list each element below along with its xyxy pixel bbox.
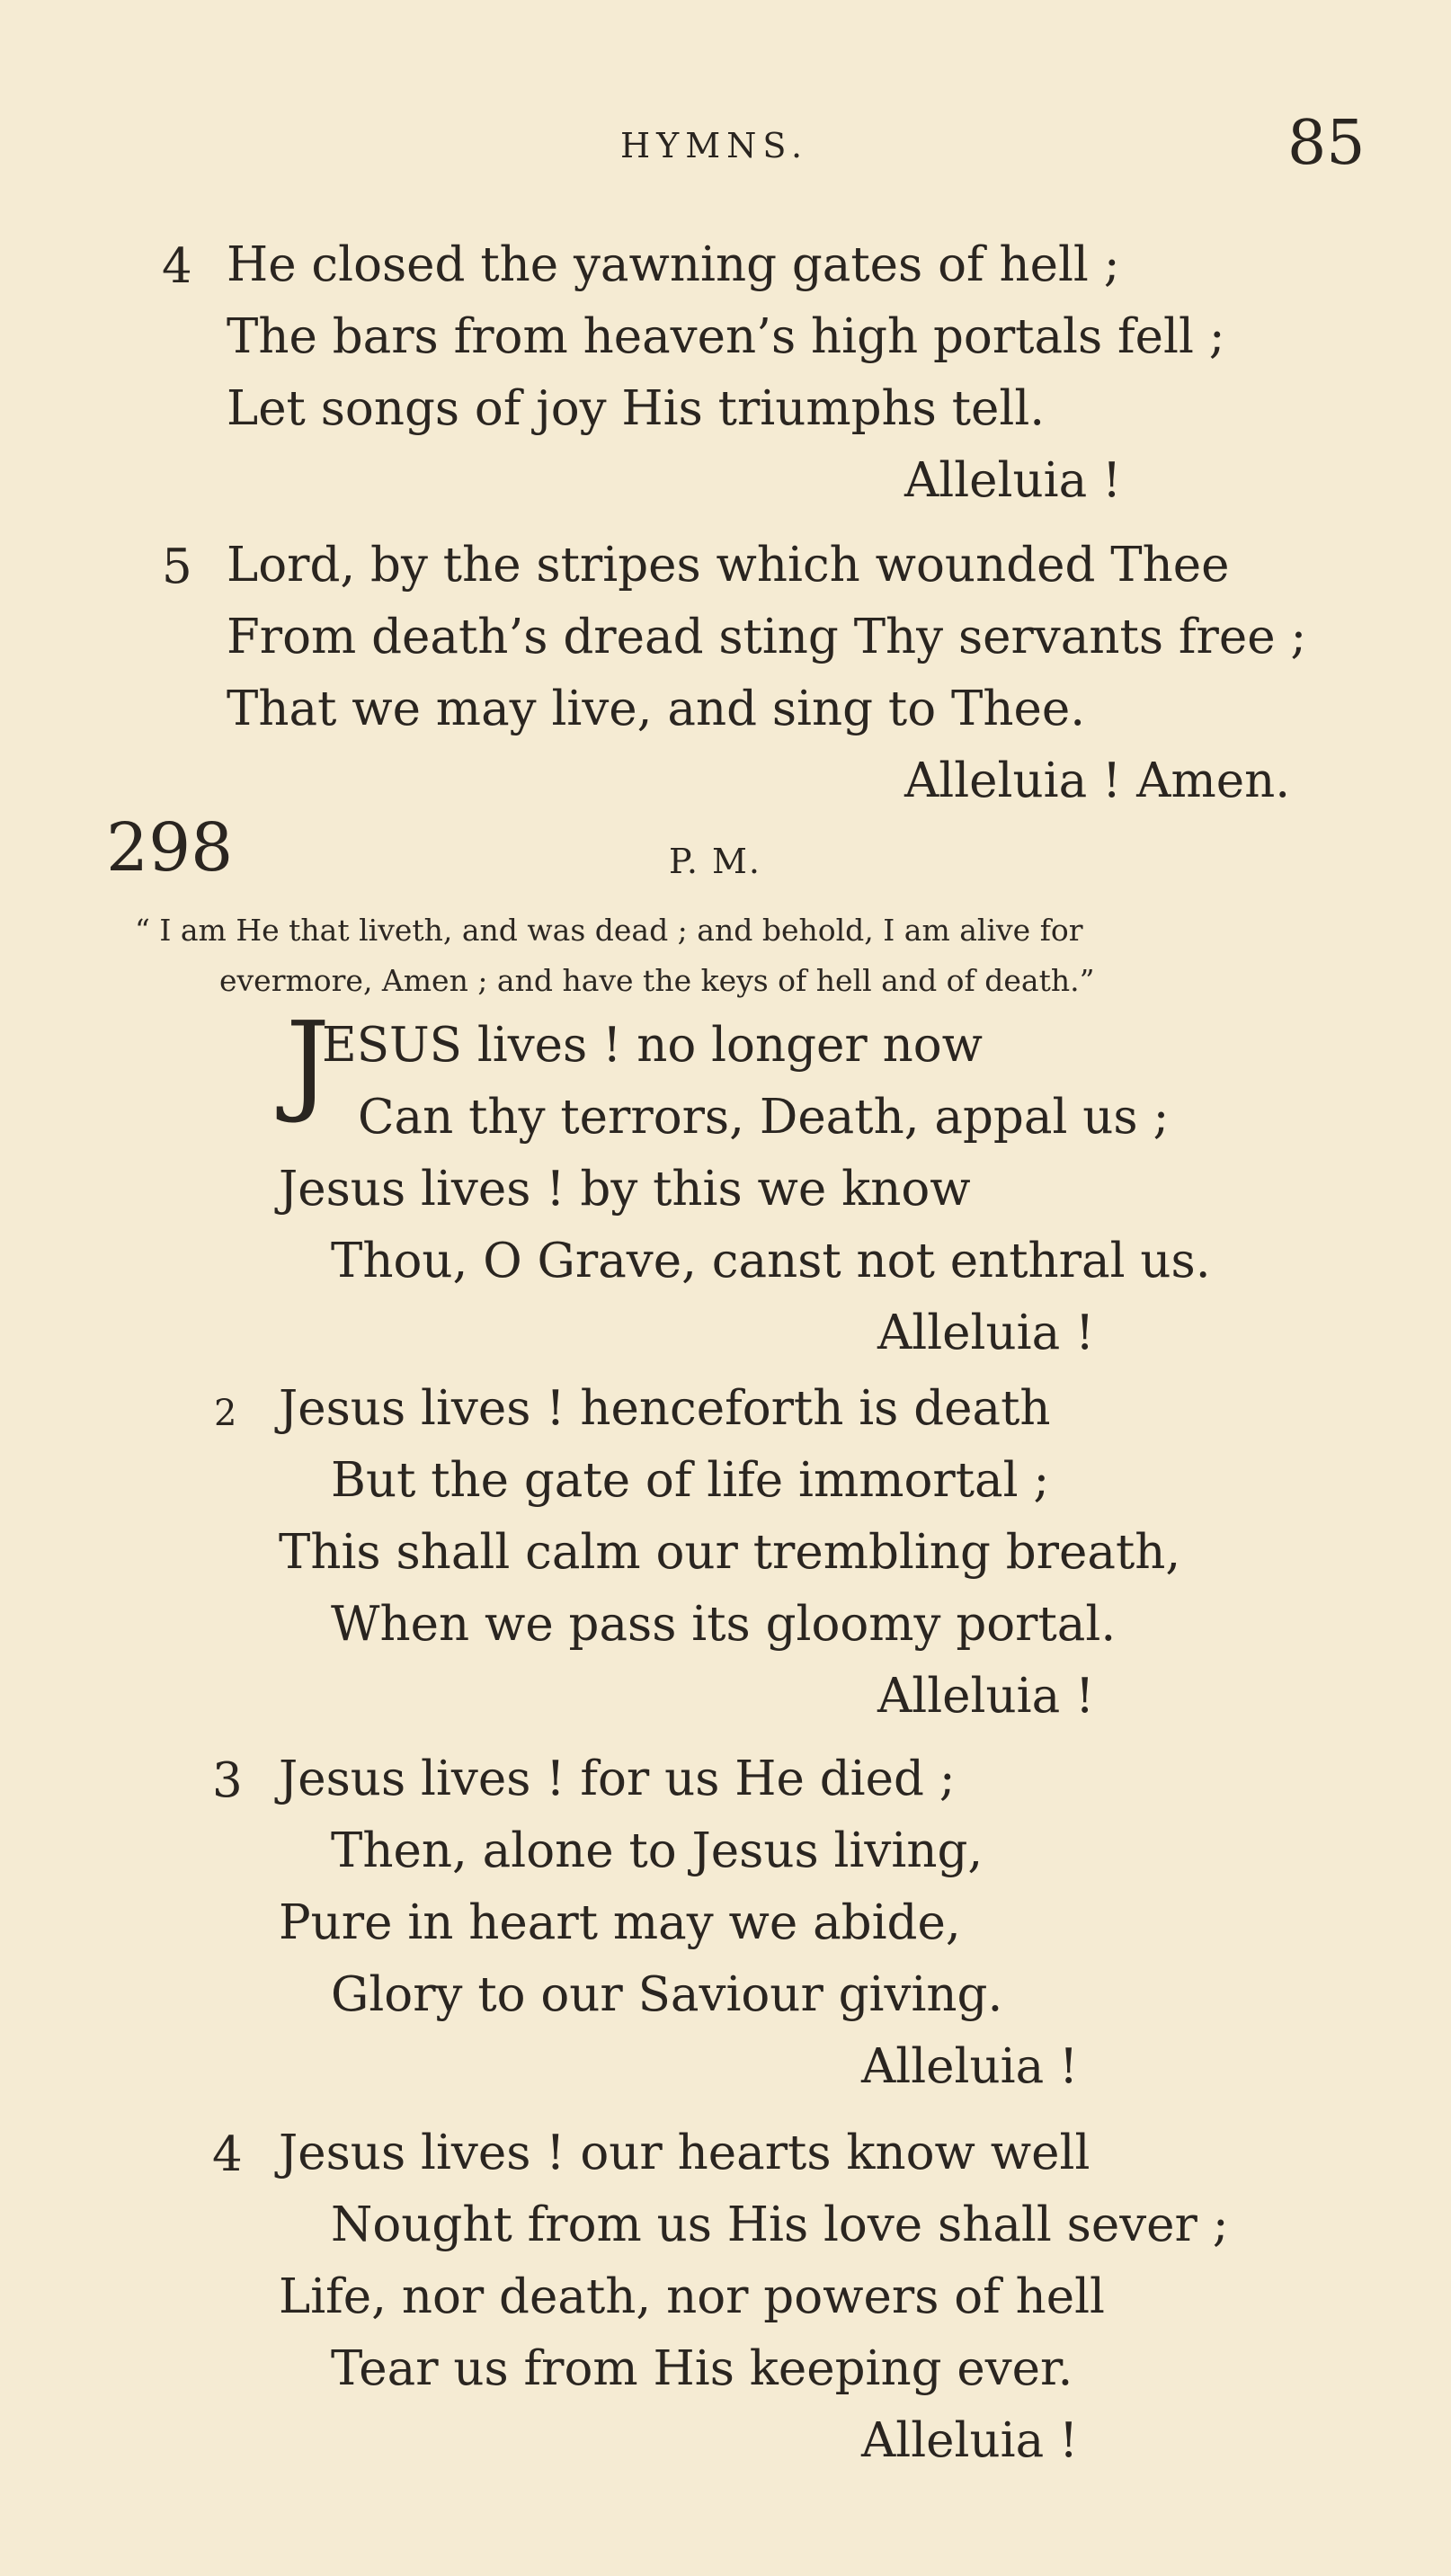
verse-line: Glory to our Saviour giving. [331,1967,1003,2022]
verse-line: ESUS lives ! no longer now [322,1018,983,1073]
meter: P. M. [669,842,762,881]
verse-line: Can thy terrors, Death, appal us ; [358,1090,1170,1145]
verse-line: Thou, O Grave, canst not enthral us. [331,1234,1211,1288]
refrain: Alleluia ! [877,1306,1095,1360]
verse-line: Life, nor death, nor powers of hell [279,2269,1106,2324]
verse-number: 4 [212,2127,243,2182]
hymn-number: 298 [106,809,234,887]
refrain: Alleluia ! Amen. [904,753,1291,808]
refrain: Alleluia ! [861,2039,1079,2094]
refrain: Alleluia ! [877,1669,1095,1724]
verse-line: That we may live, and sing to Thee. [227,682,1086,736]
verse-number: 5 [162,539,192,594]
running-title: HYMNS. [620,126,809,165]
page-number: 85 [1287,108,1366,179]
verse-line: Tear us from His keeping ever. [331,2341,1073,2396]
verse-line: Let songs of joy His triumphs tell. [227,381,1046,436]
verse-line: Jesus lives ! our hearts know well [279,2126,1090,2180]
verse-number: 3 [212,1753,243,1808]
verse-line: Jesus lives ! henceforth is death [279,1381,1051,1436]
verse-line: When we pass its gloomy portal. [331,1597,1117,1652]
verse-line: Jesus lives ! for us He died ; [279,1752,956,1806]
verse-line: Pure in heart may we abide, [279,1895,961,1950]
refrain: Alleluia ! [904,453,1122,508]
verse-line: But the gate of life immortal ; [331,1453,1050,1508]
epigraph-line: “ I am He that liveth, and was dead ; and behold, I am alive for [135,913,1083,948]
epigraph-line: evermore, Amen ; and have the keys of hell and of death.” [219,963,1095,998]
verse-number: 4 [162,239,192,294]
verse-line: Nought from us His love shall sever ; [331,2197,1229,2252]
refrain: Alleluia ! [861,2413,1079,2468]
verse-line: Then, alone to Jesus living, [331,1823,984,1878]
verse-line: From death’s dread sting Thy servants free ; [227,610,1307,664]
drop-cap: J [286,998,330,1126]
verse-number: 2 [214,1393,237,1434]
verse-line: He closed the yawning gates of hell ; [227,237,1120,292]
verse-line: Lord, by the stripes which wounded Thee [227,538,1230,593]
verse-line: The bars from heaven’s high portals fell ; [227,309,1225,364]
verse-line: This shall calm our trembling breath, [279,1525,1181,1580]
verse-line: Jesus lives ! by this we know [279,1162,971,1217]
